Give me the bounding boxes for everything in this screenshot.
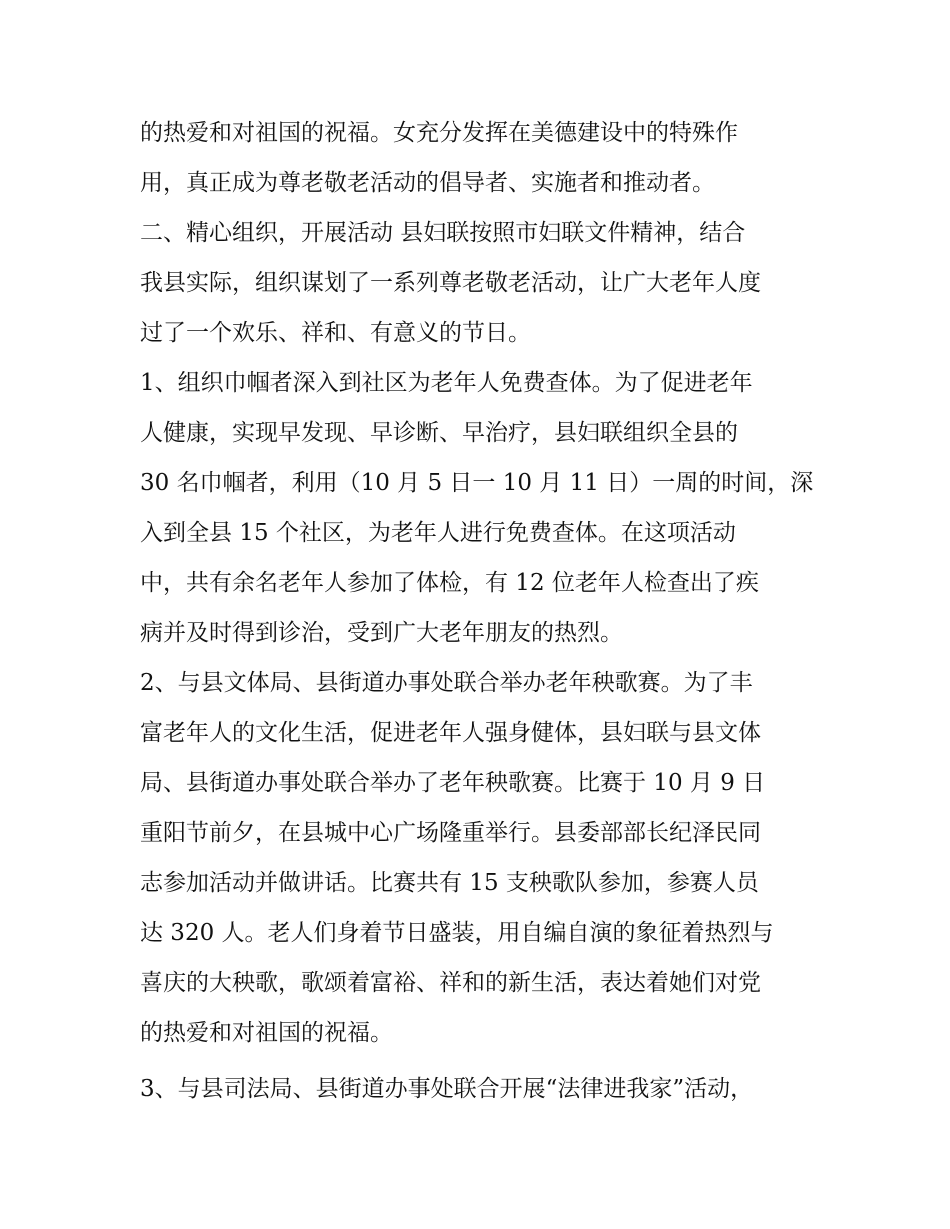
- text-line: 过了一个欢乐、祥和、有意义的节日。: [140, 320, 531, 346]
- text-line: 病并及时得到诊治，受到广大老年朋友的热烈。: [140, 620, 623, 646]
- text-line: 重阳节前夕，在县城中心广场隆重举行。县委部部长纪泽民同: [140, 820, 761, 846]
- text-line: 喜庆的大秧歌，歌颂着富裕、祥和的新生活，表达着她们对党: [140, 970, 761, 996]
- list-item-line: 3、与县司法局、县街道办事处联合开展“法律进我家”活动，: [140, 1076, 754, 1102]
- text-line: 局、县街道办事处联合举办了老年秧歌赛。比赛于 10 月 9 日: [140, 770, 766, 796]
- text-line: 用，真正成为尊老敬老活动的倡导者、实施者和推动者。: [140, 170, 715, 196]
- document-body: [140, 108, 820, 1114]
- list-item-line: 2、与县文体局、县街道办事处联合举办老年秧歌赛。为了丰: [140, 670, 753, 696]
- text-line: 人健康，实现早发现、早诊断、早治疗，县妇联组织全县的: [140, 420, 738, 446]
- text-line: 的热爱和对祖国的祝福。: [140, 1020, 393, 1046]
- list-item-line: 1、组织巾帼者深入到社区为老年人免费查体。为了促进老年: [140, 370, 753, 396]
- text-line: 志参加活动并做讲话。比赛共有 15 支秧歌队参加，参赛人员: [140, 870, 759, 896]
- text-line: 富老年人的文化生活，促进老年人强身健体，县妇联与县文体: [140, 720, 761, 746]
- section-heading-line: 二、精心组织，开展活动 县妇联按照市妇联文件精神，结合: [140, 220, 746, 246]
- text-line: 的热爱和对祖国的祝福。女充分发挥在美德建设中的特殊作: [140, 120, 738, 146]
- text-line: 达 320 人。老人们身着节日盛装，用自编自演的象征着热烈与: [140, 920, 774, 946]
- text-line: 我县实际，组织谋划了一系列尊老敬老活动，让广大老年人度: [140, 270, 761, 296]
- text-line: 30 名巾帼者，利用（10 月 5 日一 10 月 11 日）一周的时间，深: [140, 470, 814, 496]
- text-line: 入到全县 15 个社区，为老年人进行免费查体。在这项活动: [140, 520, 736, 546]
- text-line: 中，共有余名老年人参加了体检，有 12 位老年人检查出了疾: [140, 570, 759, 596]
